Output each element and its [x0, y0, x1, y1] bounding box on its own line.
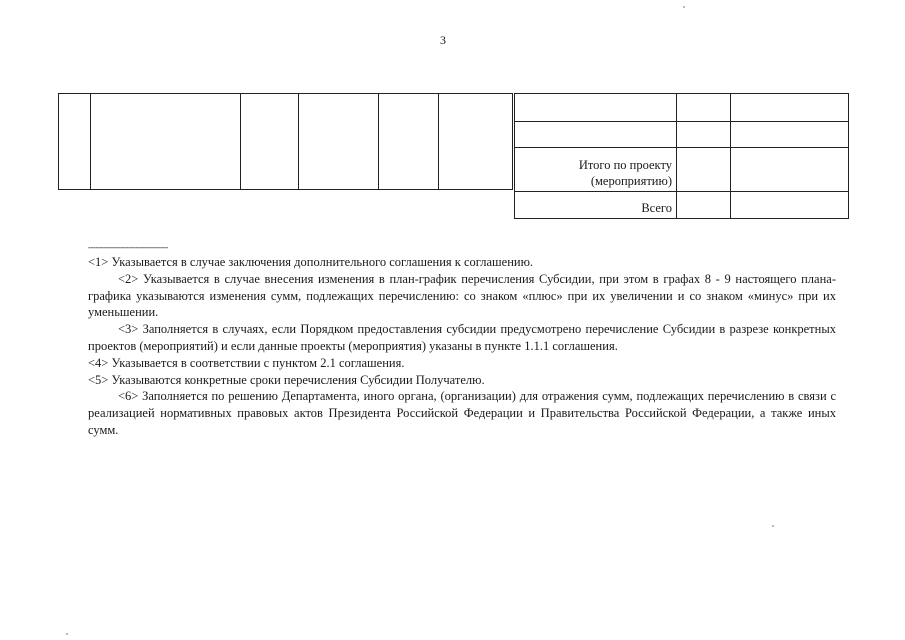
table-cell	[91, 94, 241, 190]
footnote-1: <1> Указывается в случае заключения дополнительного соглашения к соглашению.	[88, 255, 534, 269]
table-cell	[299, 94, 379, 190]
table-cell	[677, 191, 731, 218]
footnote-2: <2> Указывается в случае внесения изменения в план-график перечисления Субсидии, при этом в графах 8 - 9 настоящего плана-графика указываются изменения сумм, подлежащих перечислению: со знаком «плюс» при их увеличении и со знаком «минус» при их уменьшении.	[88, 271, 836, 320]
footnotes	[88, 254, 836, 439]
table-cell	[241, 94, 299, 190]
scan-speck	[66, 633, 68, 635]
table-cell	[677, 94, 731, 122]
grand-total-label: Всего	[515, 191, 677, 218]
footnote-3: <3> Заполняется в случаях, если Порядком предоставления субсидии предусмотрено перечисление Субсидии в разрезе конкретных проектов (мероприятий) и если данные проекты (мероприятия) указаны в пункте 1.1.1 соглашения.	[88, 322, 836, 353]
scan-speck	[772, 525, 774, 527]
table-cell	[731, 94, 849, 122]
table-cell	[731, 191, 849, 218]
page-number: 3	[440, 33, 446, 47]
table-row-total-project	[515, 148, 849, 191]
table-cell	[515, 122, 677, 148]
table-left-block	[58, 93, 513, 190]
footnote-separator: --------------------------------	[88, 242, 168, 252]
footnote-4: <4> Указывается в соответствии с пунктом 2.1 соглашения.	[88, 355, 405, 370]
table-cell	[731, 122, 849, 148]
table-cell	[677, 122, 731, 148]
table-row-grand-total	[515, 191, 849, 218]
table-cell	[515, 94, 677, 122]
table-cell	[677, 148, 731, 191]
table-row	[515, 94, 849, 122]
footnote-5: <5> Указываются конкретные сроки перечисления Субсидии Получателю.	[88, 372, 485, 387]
table-cell	[59, 94, 91, 190]
table-cell	[379, 94, 439, 190]
table-row	[515, 122, 849, 148]
scan-speck	[683, 6, 685, 8]
table-cell	[439, 94, 513, 190]
table-cell	[731, 148, 849, 191]
footnote-6: <6> Заполняется по решению Департамента, иного органа, (организации) для отражения сумм, подлежащих перечислению в связи с реализацией нормативных правовых актов Президента Российской Федерации и Правительства Российской Федерации, а также иных сумм.	[88, 389, 836, 437]
table-right-block	[514, 93, 849, 219]
table-row	[59, 94, 513, 190]
total-project-label: Итого по проекту (мероприятию)	[515, 148, 677, 191]
